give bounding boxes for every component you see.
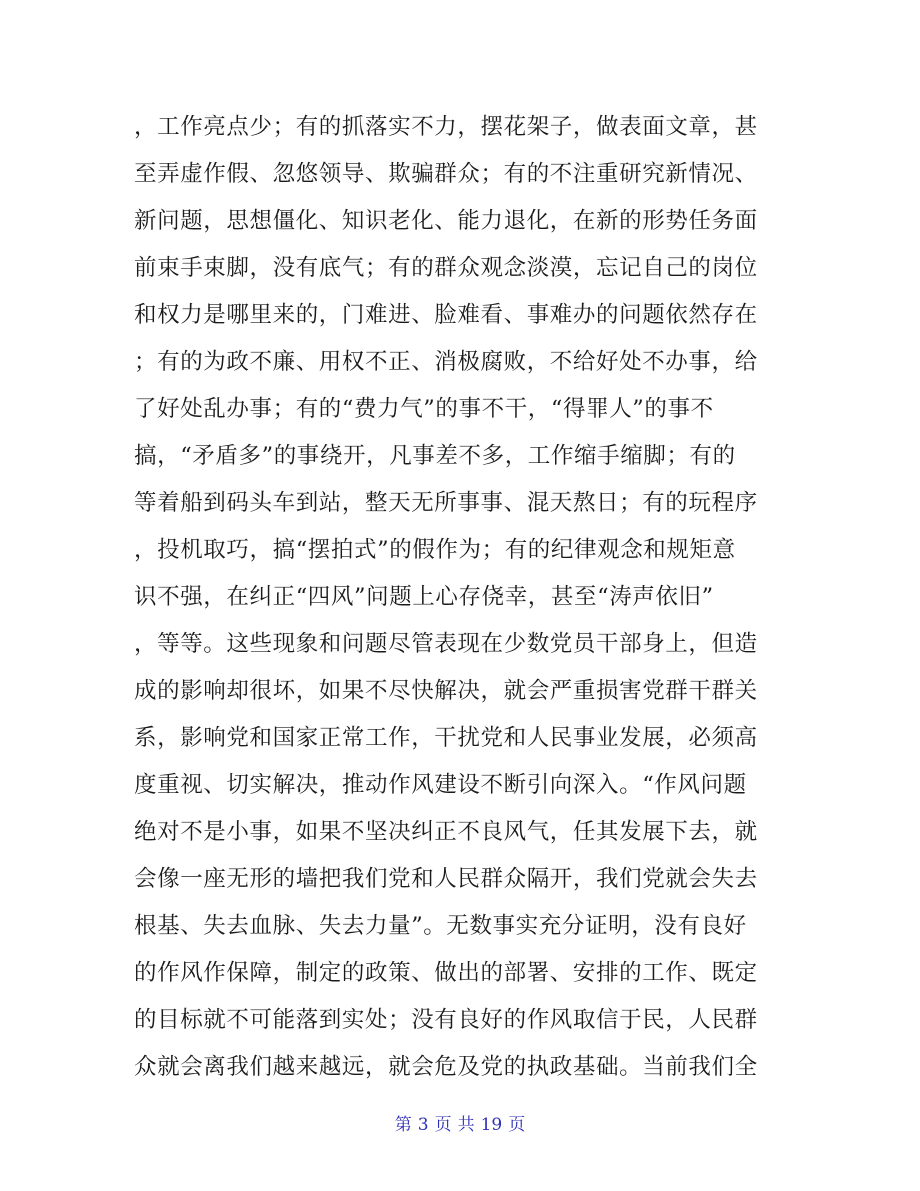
text-line: ；有的为政不廉、用权不正、消极腐败，不给好处不办事，给 [134,349,758,375]
text-line: 的作风作保障，制定的政策、做出的部署、安排的工作、既定 [134,960,758,986]
text-line: ，工作亮点少；有的抓落实不力，摆花架子，做表面文章，甚 [134,114,758,140]
text-line: 度重视、切实解决，推动作风建设不断引向深入。“作风问题 [134,772,747,798]
footer-label-di: 第 [394,1115,412,1135]
text-line: 会像一座无形的墙把我们党和人民群众隔开，我们党就会失去 [134,866,758,892]
text-line: 新问题，思想僵化、知识老化、能力退化，在新的形势任务面 [134,208,758,234]
page-footer [0,1110,920,1135]
text-line: 绝对不是小事，如果不坚决纠正不良风气，任其发展下去，就 [134,819,758,845]
text-line: 至弄虚作假、忽悠领导、欺骗群众；有的不注重研究新情况、 [134,161,758,187]
text-line: ，投机取巧，搞“摆拍式”的假作为；有的纪律观念和规矩意 [134,537,736,563]
footer-label-gong: 共 [457,1115,475,1135]
text-line: 的目标就不可能落到实处；没有良好的作风取信于民，人民群 [134,1007,758,1033]
text-line: ，等等。这些现象和问题尽管表现在少数党员干部身上，但造 [134,631,758,657]
footer-label-ye: 页 [508,1115,526,1135]
current-page-number: 3 [417,1115,429,1135]
text-line: 根基、失去血脉、失去力量”。无数事实充分证明，没有良好 [134,913,747,939]
body-text [134,107,794,1094]
text-line: 和权力是哪里来的，门难进、脸难看、事难办的问题依然存在 [134,302,758,328]
text-line: 搞，“矛盾多”的事绕开，凡事差不多，工作缩手缩脚；有的 [134,443,736,469]
text-line: 了好处乱办事；有的“费力气”的事不干，“得罪人”的事不 [134,396,714,422]
footer-label-ye: 页 [434,1115,452,1135]
text-line: 前束手束脚，没有底气；有的群众观念淡漠，忘记自己的岗位 [134,255,758,281]
text-line: 众就会离我们越来越远，就会危及党的执政基础。当前我们全 [134,1054,758,1080]
text-line: 系，影响党和国家正常工作，干扰党和人民事业发展，必须高 [134,725,758,751]
total-pages-number: 19 [480,1115,503,1135]
text-line: 等着船到码头车到站，整天无所事事、混天熬日；有的玩程序 [134,490,758,516]
text-line: 成的影响却很坏，如果不尽快解决，就会严重损害党群干群关 [134,678,758,704]
text-line: 识不强，在纠正“四风”问题上心存侥幸，甚至“涛声依旧” [134,584,714,610]
